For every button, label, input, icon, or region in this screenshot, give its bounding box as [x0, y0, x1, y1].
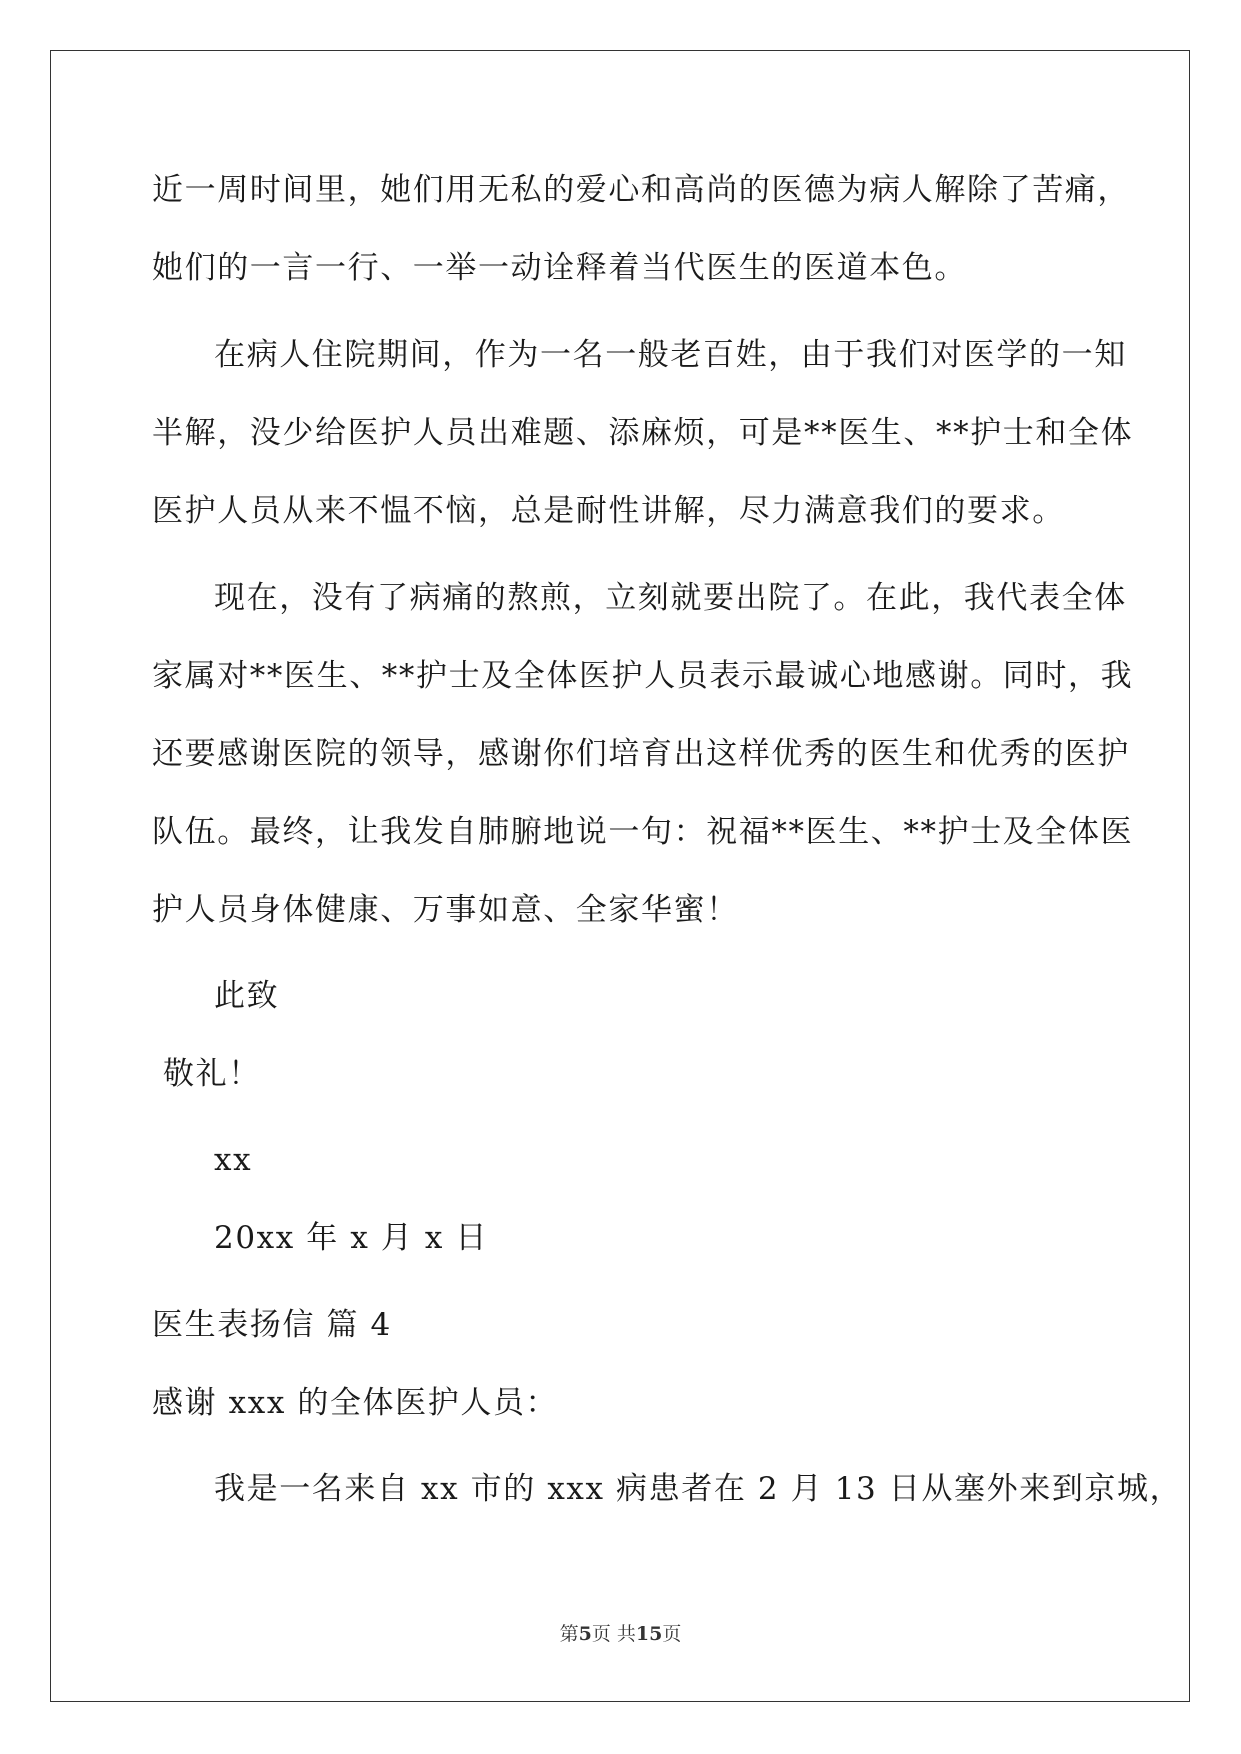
- salutation: 敬礼！: [163, 1056, 261, 1092]
- closing-phrase: 此致: [214, 978, 280, 1014]
- paragraph-start-line: 现在，没有了病痛的熬煎，立刻就要出院了。在此，我代表全体: [214, 580, 1127, 616]
- body-line: 半解，没少给医护人员出难题、添麻烦，可是**医生、**护士和全体: [152, 415, 1134, 451]
- body-line: 医护人员从来不愠不恼，总是耐性讲解，尽力满意我们的要求。: [152, 493, 1065, 529]
- page-frame: [50, 50, 1190, 1702]
- body-line: 还要感谢医院的领导，感谢你们培育出这样优秀的医生和优秀的医护: [152, 736, 1130, 772]
- body-line: 近一周时间里，她们用无私的爱心和高尚的医德为病人解除了苦痛，: [152, 172, 1130, 208]
- footer-prefix: 第: [559, 1623, 579, 1645]
- signature-name: xx: [214, 1142, 253, 1178]
- body-line: 她们的一言一行、一举一动诠释着当代医生的医道本色。: [152, 250, 967, 286]
- body-line: 家属对**医生、**护士及全体医护人员表示最诚心地感谢。同时，我: [152, 658, 1134, 694]
- paragraph-start-line: 我是一名来自 xx 市的 xxx 病患者在 2 月 13 日从塞外来到京城，: [214, 1471, 1183, 1507]
- current-page-number: 5: [578, 1623, 592, 1645]
- body-line: 队伍。最终，让我发自肺腑地说一句：祝福**医生、**护士及全体医: [152, 814, 1134, 850]
- footer-middle: 页 共: [591, 1623, 636, 1645]
- section-heading: 医生表扬信 篇 4: [152, 1307, 392, 1343]
- body-line: 护人员身体健康、万事如意、全家华蜜！: [152, 892, 739, 928]
- signature-date: 20xx 年 x 月 x 日: [214, 1220, 489, 1256]
- letter-greeting: 感谢 xxx 的全体医护人员：: [152, 1385, 559, 1421]
- paragraph-start-line: 在病人住院期间，作为一名一般老百姓，由于我们对医学的一知: [214, 337, 1127, 373]
- page-number-footer: [0, 1622, 1241, 1646]
- total-page-count: 15: [635, 1623, 663, 1645]
- footer-suffix: 页: [662, 1623, 682, 1645]
